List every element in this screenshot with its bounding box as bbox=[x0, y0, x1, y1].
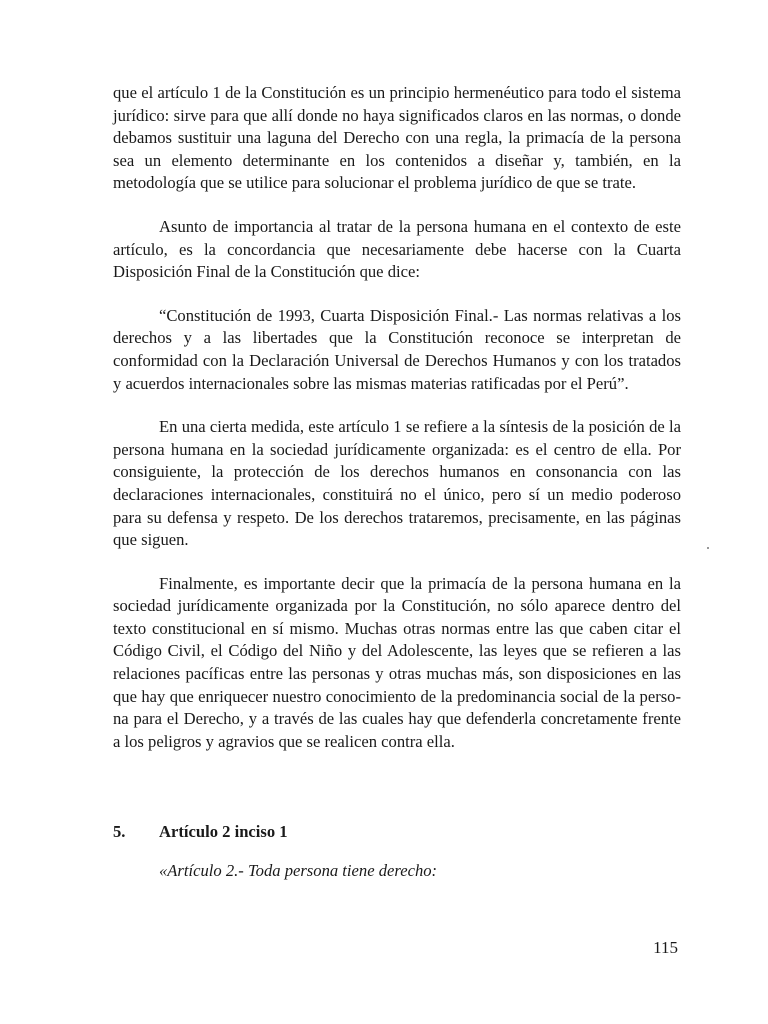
article-quote-start: «Artículo 2.- Toda persona tiene derecho: bbox=[159, 861, 438, 880]
section-title: Artículo 2 inciso 1 bbox=[159, 822, 288, 841]
paragraph-4: En una cierta medida, este artículo 1 se refiere a la síntesis de la posición de la persona humana en la sociedad jurídicamente organizada: es el centro de ella. Por consiguiente, la protección de los derechos humanos en consonancia con las declaraciones internacionales, constituirá no el único, pero sí un medio poderoso para su defensa y respeto. De los derechos trataremos, precisamente, en las páginas que siguen. bbox=[113, 417, 681, 550]
page-number: 115 bbox=[653, 938, 678, 957]
paragraph-1: que el artículo 1 de la Constitución es un principio hermenéutico para todo el sistema jurídico: sirve para que allí donde no haya significados claros en las normas, o donde debamos sustituir una laguna del Derecho con una regla, la primacía de la persona sea un elemento determinante en los contenidos a diseñar y, también, en la metodología que se utilice para solucionar el problema jurídico de que se trate. bbox=[113, 83, 681, 193]
paragraph-3-quote: “Constitución de 1993, Cuarta Disposición Final.- Las normas relativas a los derechos y a las libertades que la Constitución reconoce se interpretan de conformidad con la Declaración Universal de Derechos Humanos y con los tratados y acuerdos internacionales sobre las mismas materias ratificadas por el Perú”. bbox=[113, 305, 681, 393]
section-heading bbox=[113, 822, 288, 842]
paragraph-2: Asunto de importancia al tratar de la persona humana en el contexto de este artículo, es la concordancia que necesariamente debe hacerse con la Cuarta Disposición Final de la Constitución que dice: bbox=[113, 216, 681, 282]
body-text bbox=[113, 82, 681, 753]
paragraph-5: Finalmente, es importante decir que la primacía de la persona humana en la sociedad jurídicamente organizada por la Constitución, no sólo aparece dentro del texto constitucional en sí mismo. Muchas otras normas entre las que caben citar el Código Civil, el Código del Niño y del Adolescente, las leyes que se refieren a las relaciones pacíficas entre las personas y otras muchas más, son disposiciones en las que hay que enriquecer nuestro conocimiento de la predominancia social de la persona para el Derecho, y a través de las cuales hay que defenderla concretamente frente a los peligros y agravios que se realicen contra ella. bbox=[113, 573, 681, 751]
scan-speck bbox=[707, 547, 709, 549]
section-number: 5. bbox=[113, 822, 126, 841]
